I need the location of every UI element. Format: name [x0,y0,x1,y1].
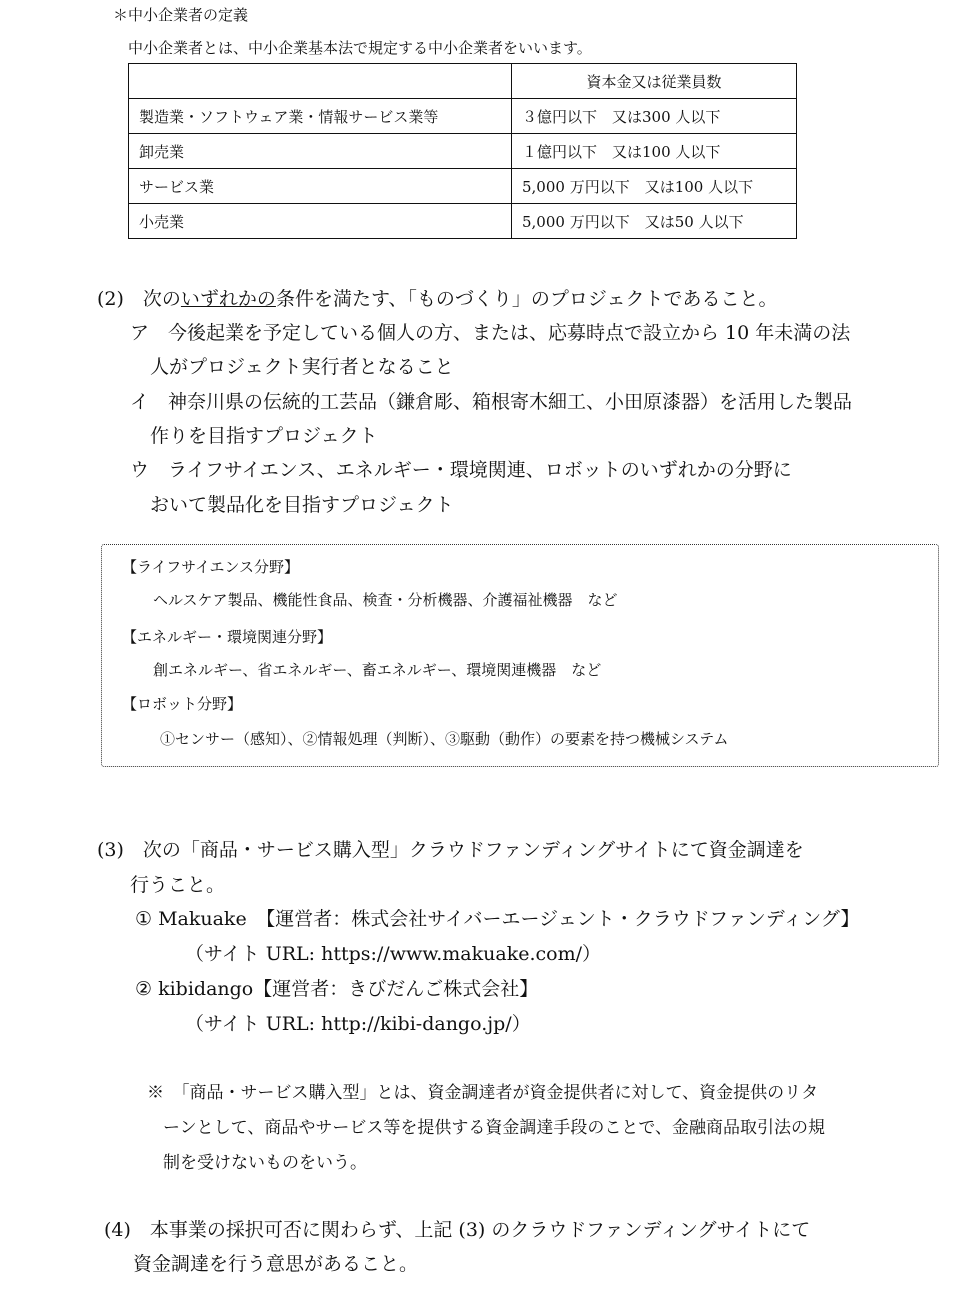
cond4-line2: 資金調達を行う意思があること。 [133,1253,419,1275]
cond2-item-a-line1: ア 今後起業を予定している個人の方、または、応募時点で設立から 10 年未満の法 [130,322,851,344]
table-cell-industry: 小売業 [129,204,512,239]
cond2-item-i-line2: 作りを目指すプロジェクト [150,425,378,447]
table-row [129,204,797,239]
cond3-line2: 行うこと。 [130,874,226,896]
site-makuake-url: （サイト URL: https://www.makuake.com/） [185,943,602,965]
cond3-note-line3: 制を受けないものをいう。 [163,1153,367,1173]
table-cell-criteria: 5,000 万円以下 又は100 人以下 [512,169,797,204]
field-body-robot: ①センサー（感知）、②情報処理（判断）、③駆動（動作）の要素を持つ機械システム [160,730,729,748]
table-row [129,99,797,134]
cond2-lead-pre: (2) 次の [97,288,181,310]
table-row [129,169,797,204]
sme-intro: 中小企業者とは、中小企業基本法で規定する中小企業者をいいます。 [128,39,592,57]
cond3-line1: (3) 次の「商品・サービス購入型」クラウドファンディングサイトにて資金調達を [97,839,804,861]
site-makuake: ① Makuake 【運営者：株式会社サイバーエージェント・クラウドファンディング】 [135,908,860,930]
field-title-robot: 【ロボット分野】 [122,695,243,713]
field-body-energy: 創エネルギー、省エネルギー、畜エネルギー、環境関連機器 など [153,661,602,679]
site-kibidango: ② kibidango【運営者：きびだんご株式会社】 [135,978,539,1000]
table-cell-industry: 卸売業 [129,134,512,169]
table-cell-criteria: ３億円以下 又は300 人以下 [512,99,797,134]
cond2-lead-post: 条件を満たす、「ものづくり」のプロジェクトであること。 [275,288,778,310]
table-cell-criteria: １億円以下 又は100 人以下 [512,134,797,169]
cond2-item-u-line1: ウ ライフサイエンス、エネルギー・環境関連、ロボットのいずれかの分野に [130,459,792,481]
table-header-cell [129,64,512,99]
cond2-item-i-line1: イ 神奈川県の伝統的工芸品（鎌倉彫、箱根寄木細工、小田原漆器）を活用した製品 [130,391,853,413]
cond4-line1: (4) 本事業の採択可否に関わらず、上記 (3) のクラウドファンディングサイトにて [104,1219,811,1241]
table-cell-industry: サービス業 [129,169,512,204]
cond2-lead [97,284,778,311]
sme-table [128,63,797,239]
field-title-life-science: 【ライフサイエンス分野】 [122,558,300,576]
table-header-row [129,64,797,99]
cond2-item-a-line2: 人がプロジェクト実行者となること [150,356,454,378]
cond2-item-u-line2: おいて製品化を目指すプロジェクト [150,494,454,516]
table-cell-industry: 製造業・ソフトウェア業・情報サービス業等 [129,99,512,134]
table-row [129,134,797,169]
field-body-life-science: ヘルスケア製品、機能性食品、検査・分析機器、介護福祉機器 など [153,591,618,609]
cond2-lead-underline: いずれかの [180,288,276,310]
sme-heading: ＊中小企業者の定義 [113,6,249,24]
field-title-energy: 【エネルギー・環境関連分野】 [122,628,333,646]
site-kibidango-url: （サイト URL: http://kibi-dango.jp/） [185,1013,531,1035]
table-header-cell: 資本金又は従業員数 [512,64,797,99]
cond3-note-line2: ーンとして、商品やサービス等を提供する資金調達手段のことで、金融商品取引法の規 [163,1118,825,1138]
table-cell-criteria: 5,000 万円以下 又は50 人以下 [512,204,797,239]
cond3-note-line1: ※ 「商品・サービス購入型」とは、資金調達者が資金提供者に対して、資金提供のリタ [147,1083,819,1103]
